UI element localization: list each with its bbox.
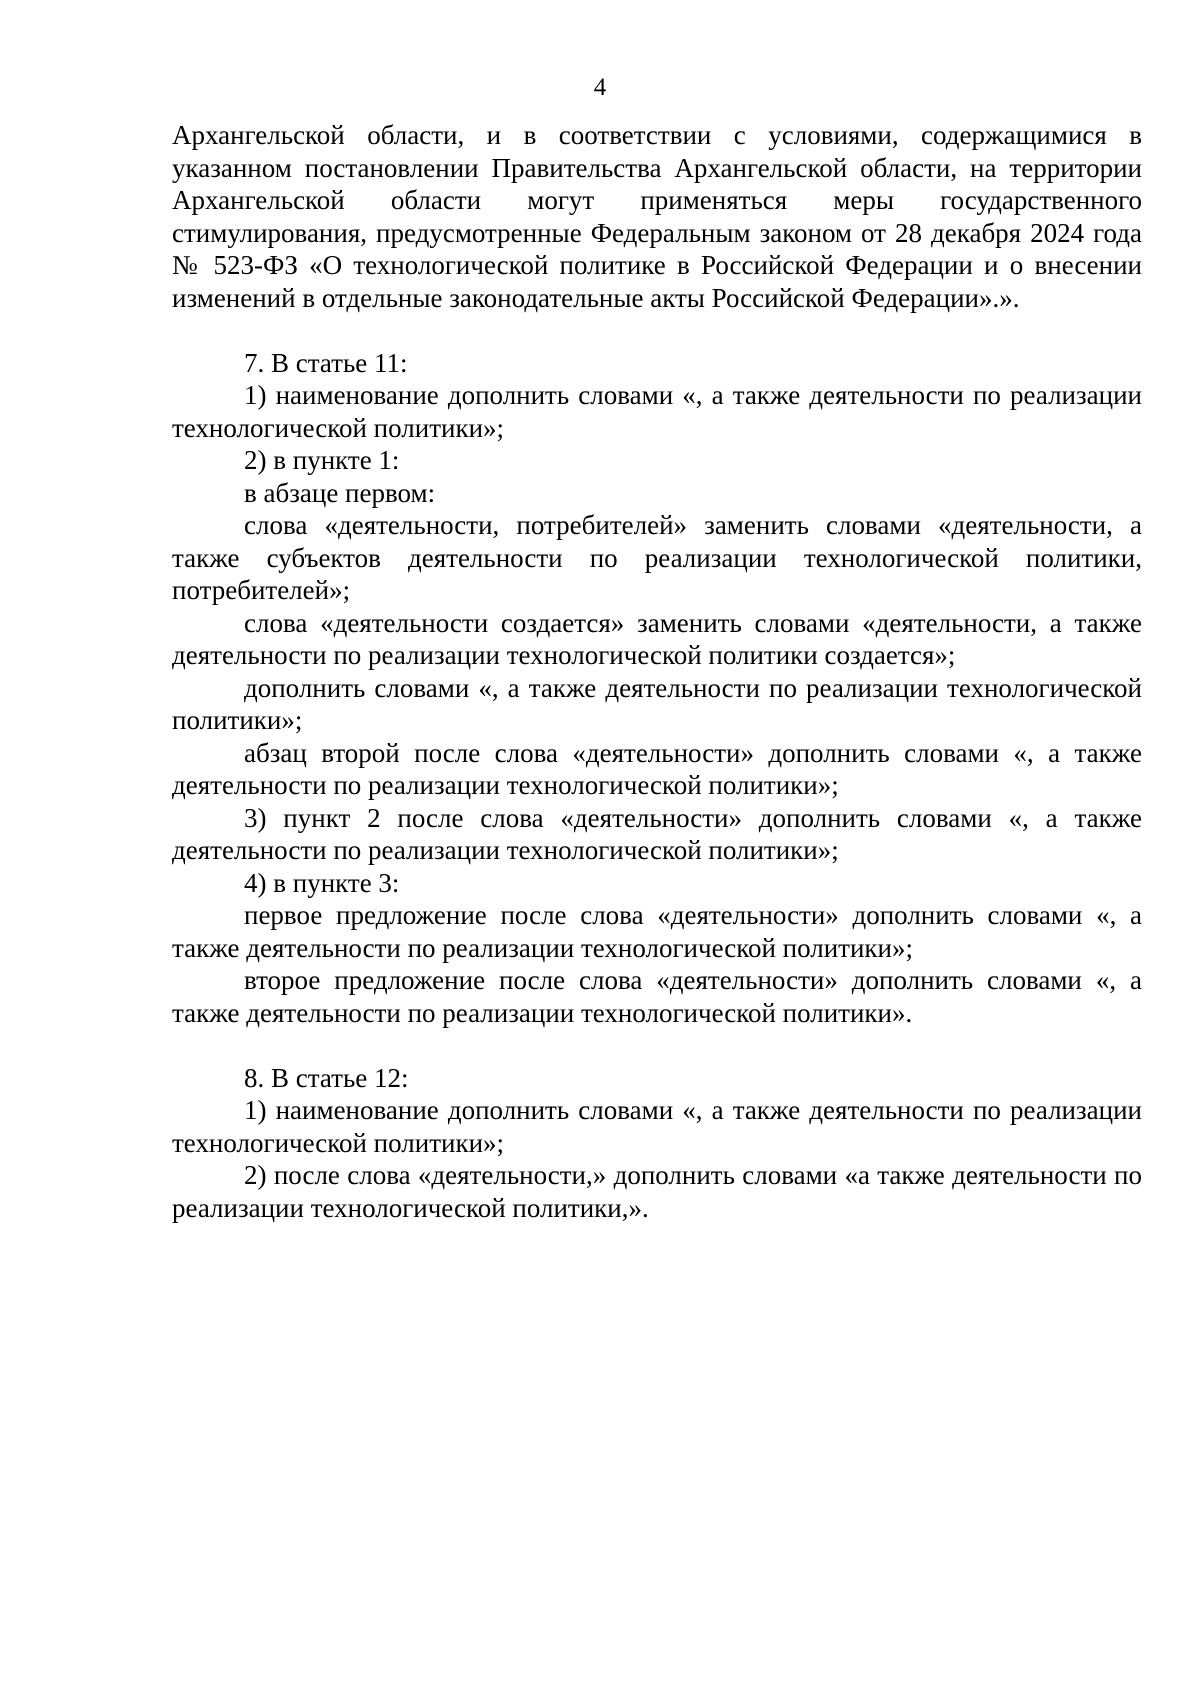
article-7-item-2: 2) в пункте 1: [244,445,400,475]
article-7-item-4: 4) в пункте 3: [244,867,400,898]
article-7-item-2-subitem-3: дополнить словами «, а также деятельности по реализации технологической политики»; [172,672,1142,735]
article-7-item-2-subitem-4: абзац второй после слова «деятельности» дополнить словами «, а также деятельности по реализации технологической политики»; [172,737,1142,800]
paragraph-gap [172,314,1142,347]
article-8-heading: 8. В статье 12: [244,1062,409,1093]
page-number: 4 [593,74,607,101]
article-8-item-1: 1) наименование дополнить словами «, а также деятельности по реализации технологической политики»; [172,1095,1142,1158]
article-8-item-2: 2) после слова «деятельности,» дополнить словами «а также деятельности по реализации технологической политики,». [172,1160,1142,1223]
article-7-item-1: 1) наименование дополнить словами «, а также деятельности по реализации технологической политики»; [172,380,1142,443]
article-7-item-4-subitem-1: первое предложение после слова «деятельности» дополнить словами «, а также деятельности по реализации технологической политики»; [172,900,1142,963]
article-7-heading: 7. В статье 11: [244,347,408,378]
article-7-item-2-subheading: в абзаце первом: [244,477,436,508]
article-7-item-2-subitem-1: слова «деятельности, потребителей» заменить словами «деятельности, а также субъектов деятельности по реализации технологической политики, потребителей»; [172,510,1142,605]
paragraph-continuation: Архангельской области, и в соответствии с условиями, содержащимися в указанном постановлении Правительства Архангельской области, на территории Архангельской области могут применяться меры государственного стимулирования, предусмотренные Федеральным законом от 28 декабря 2024 года № 523-ФЗ «О технологической политике в Российской Федерации и о внесении изменений в отдельные законодательные акты Российской Федерации».». [172,120,1142,313]
article-7-item-4-subitem-2: второе предложение после слова «деятельности» дополнить словами «, а также деятельности по реализации технологической политики». [172,965,1142,1028]
article-7-item-3: 3) пункт 2 после слова «деятельности» дополнить словами «, а также деятельности по реализации технологической политики»; [172,802,1142,865]
article-7-item-2-subitem-2: слова «деятельности создается» заменить словами «деятельности, а также деятельности по реализации технологической политики создается»; [172,607,1142,670]
paragraph-gap [172,1029,1142,1062]
document-body [172,119,1142,1224]
